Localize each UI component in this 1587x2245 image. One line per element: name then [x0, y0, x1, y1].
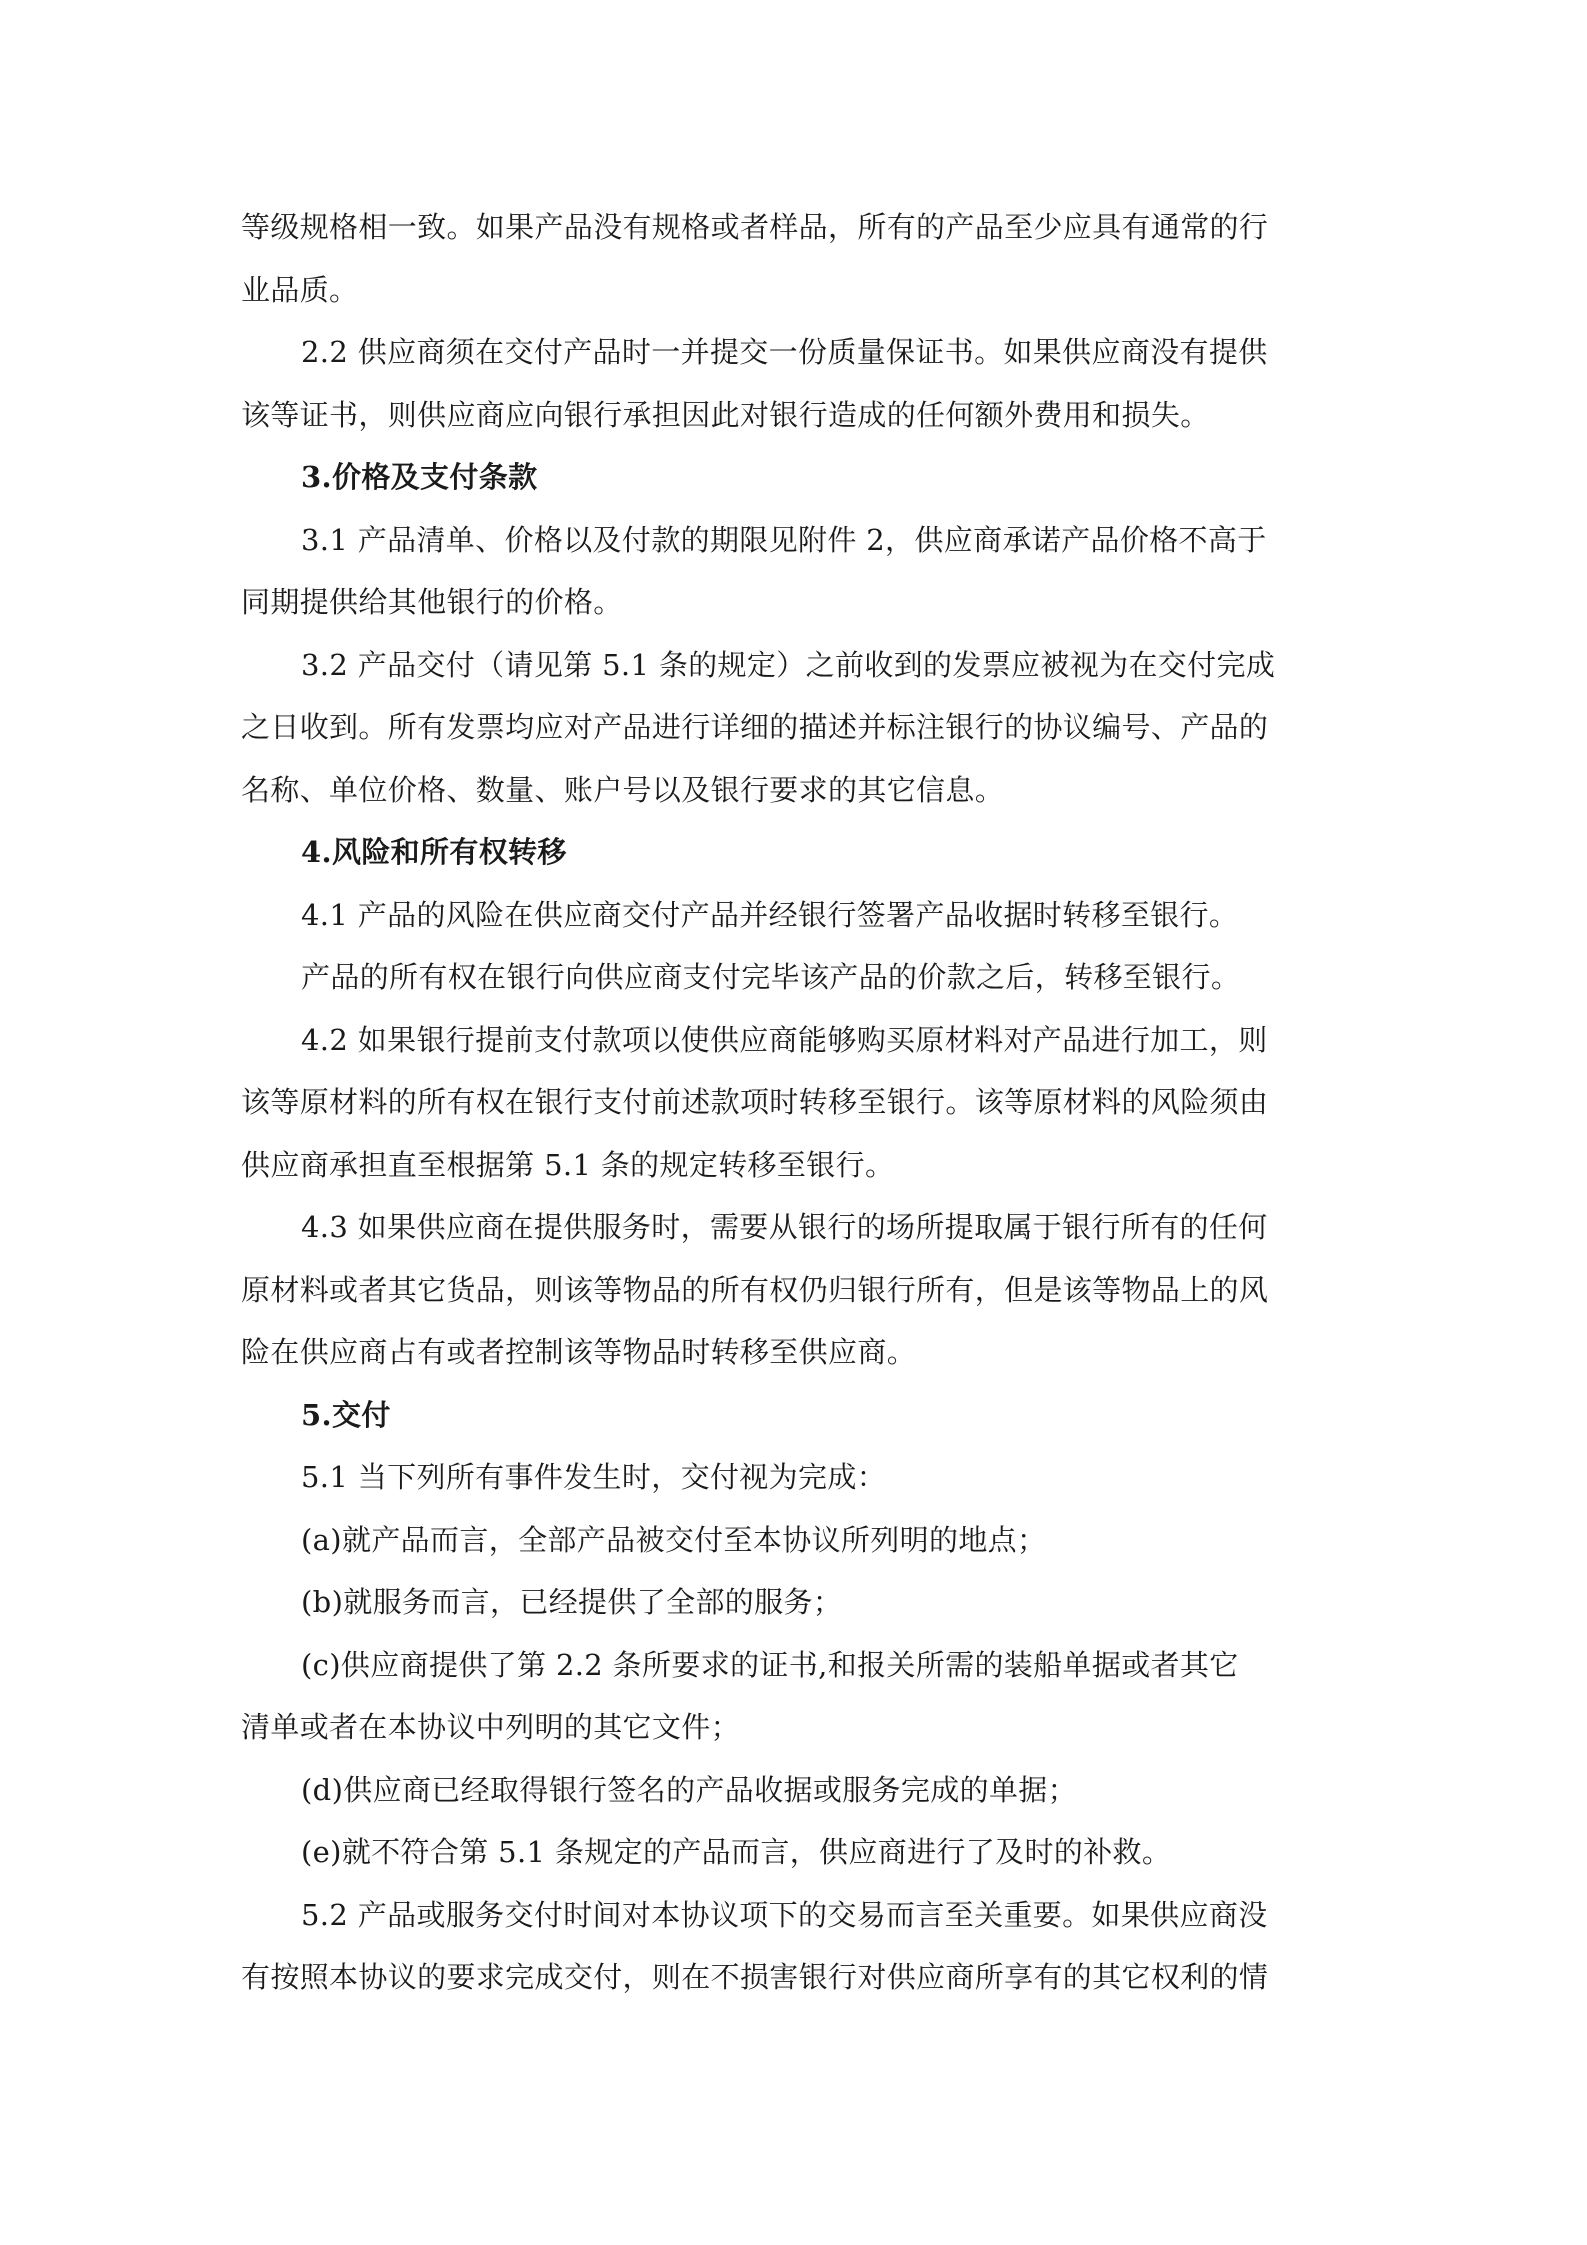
paragraph-line: 5.2 产品或服务交付时间对本协议项下的交易而言至关重要。如果供应商没 — [301, 1897, 1268, 1932]
paragraph-line: 清单或者在本协议中列明的其它文件； — [241, 1710, 740, 1744]
paragraph-line: 4.3 如果供应商在提供服务时，需要从银行的场所提取属于银行所有的任何 — [301, 1210, 1268, 1244]
paragraph-line: 原材料或者其它货品，则该等物品的所有权仍归银行所有，但是该等物品上的风 — [241, 1272, 1269, 1307]
paragraph-line: (d)供应商已经取得银行签名的产品收据或服务完成的单据； — [301, 1772, 1077, 1807]
paragraph-line: 2.2 供应商须在交付产品时一并提交一份质量保证书。如果供应商没有提供 — [301, 335, 1268, 369]
paragraph-line: 等级规格相一致。如果产品没有规格或者样品，所有的产品至少应具有通常的行 — [241, 210, 1269, 244]
paragraph-line: 该等证书，则供应商应向银行承担因此对银行造成的任何额外费用和损失。 — [241, 397, 1210, 432]
paragraph-line: 该等原材料的所有权在银行支付前述款项时转移至银行。该等原材料的风险须由 — [241, 1085, 1269, 1119]
paragraph-line: 5.1 当下列所有事件发生时，交付视为完成： — [301, 1460, 887, 1494]
section-heading: 4.风险和所有权转移 — [301, 835, 567, 869]
paragraph-line: (c)供应商提供了第 2.2 条所要求的证书,和报关所需的装船单据或者其它 — [301, 1647, 1239, 1682]
paragraph-line: 供应商承担直至根据第 5.1 条的规定转移至银行。 — [241, 1147, 895, 1182]
paragraph-line: 险在供应商占有或者控制该等物品时转移至供应商。 — [241, 1335, 917, 1369]
paragraph-line: 名称、单位价格、数量、账户号以及银行要求的其它信息。 — [241, 772, 1005, 807]
paragraph-line: 4.1 产品的风险在供应商交付产品并经银行签署产品收据时转移至银行。 — [301, 897, 1239, 932]
paragraph-line: 产品的所有权在银行向供应商支付完毕该产品的价款之后，转移至银行。 — [301, 960, 1241, 994]
paragraph-line: 业品质。 — [241, 272, 359, 307]
paragraph-line: 3.1 产品清单、价格以及付款的期限见附件 2，供应商承诺产品价格不高于 — [301, 522, 1267, 557]
document-body — [241, 196, 1349, 2009]
paragraph-line: 之日收到。所有发票均应对产品进行详细的描述并标注银行的协议编号、产品的 — [241, 710, 1269, 744]
paragraph-line: (e)就不符合第 5.1 条规定的产品而言，供应商进行了及时的补救。 — [301, 1835, 1172, 1869]
section-heading: 3.价格及支付条款 — [301, 460, 538, 494]
section-heading: 5.交付 — [301, 1397, 391, 1432]
paragraph-line: 同期提供给其他银行的价格。 — [241, 585, 623, 619]
paragraph-line: (a)就产品而言，全部产品被交付至本协议所列明的地点； — [301, 1522, 1047, 1557]
paragraph-line: 4.2 如果银行提前支付款项以使供应商能够购买原材料对产品进行加工，则 — [301, 1022, 1268, 1057]
paragraph-line: (b)就服务而言，已经提供了全部的服务； — [301, 1585, 843, 1619]
paragraph-line: 3.2 产品交付（请见第 5.1 条的规定）之前收到的发票应被视为在交付完成 — [301, 647, 1276, 682]
paragraph-line: 有按照本协议的要求完成交付，则在不损害银行对供应商所享有的其它权利的情 — [241, 1960, 1269, 1994]
